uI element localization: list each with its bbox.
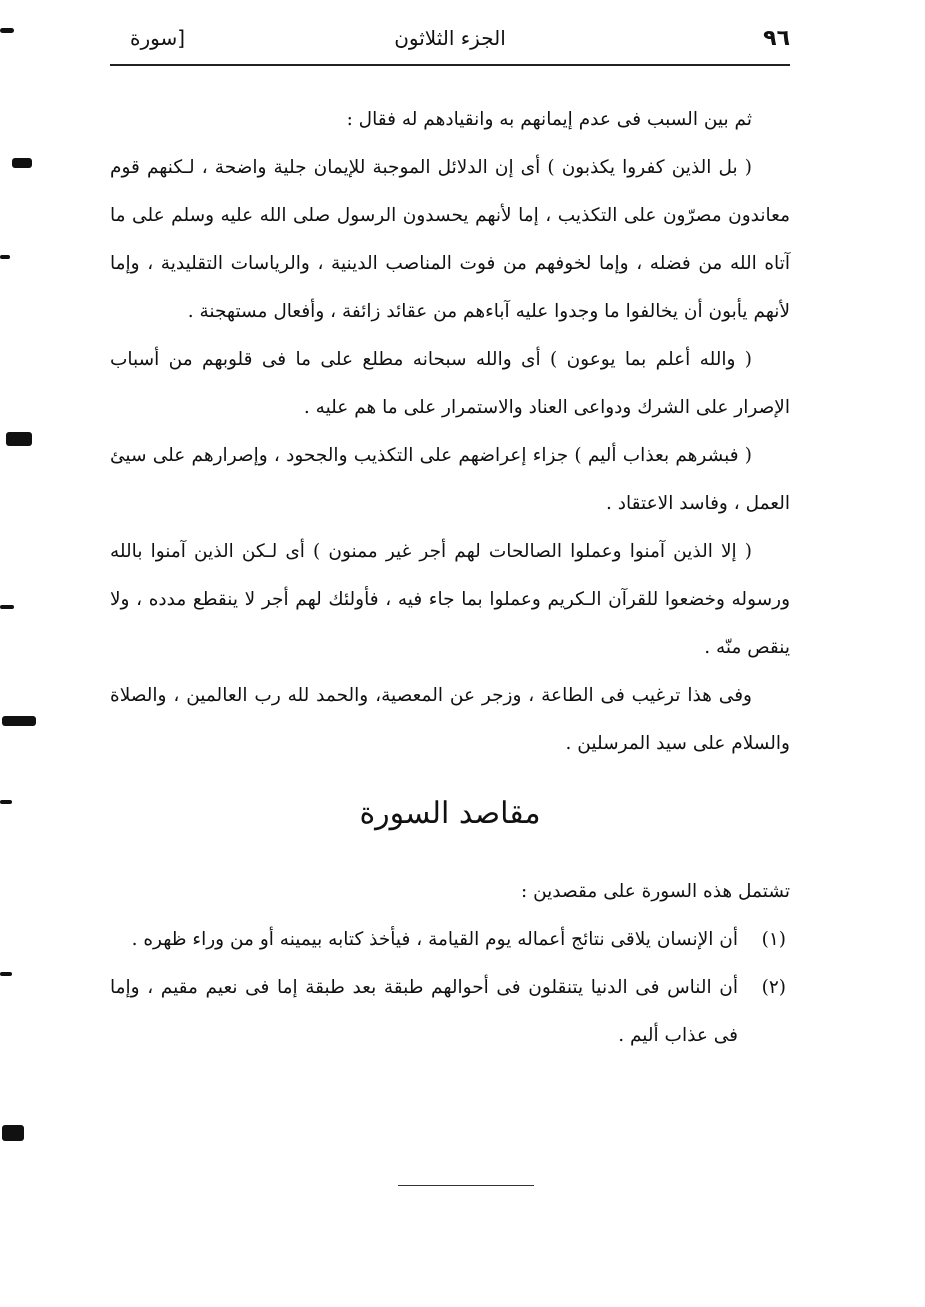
scan-mark: [0, 28, 14, 33]
scan-mark: [6, 432, 32, 446]
paragraph-3: ( والله أعلم بما يوعون ) أى والله سبحانه مطلع على ما فى قلوبهم من أسباب الإصرار على الشرك ودواعى العناد والاستمرار على ما هم عليه .: [110, 349, 790, 418]
paragraph-6: وفى هذا ترغيب فى الطاعة ، وزجر عن المعصية، والحمد لله رب العالمين ، والصلاة والسلام على سيد المرسلين .: [110, 685, 790, 754]
paragraph-2: ( بل الذين كفروا يكذبون ) أى إن الدلائل الموجبة للإيمان جلية واضحة ، لـكنهم قوم معاندون مصرّون على التكذيب ، إما لأنهم يحسدون الرسول صلى الله عليه وسلم على ما آتاه الله من فضله ، وإما لخوفهم من فوت المناصب الدينية ، والرياسات التقليدية ، وإما لأنهم يأبون أن يخالفوا ما وجدوا عليه آباءهم من عقائد زائفة ، وأفعال مستهجنة .: [110, 157, 790, 322]
paragraph-4: ( فبشرهم بعذاب أليم ) جزاء إعراضهم على التكذيب والجحود ، وإصرارهم على سيئ العمل ، وفاسد الاعتقاد .: [110, 445, 790, 514]
list-item-text: أن الإنسان يلاقى نتائج أعماله يوم القيامة ، فيأخذ كتابه بيمينه أو من وراء ظهره .: [131, 929, 738, 950]
page-body: [110, 96, 790, 1060]
list-item-number: (١): [761, 929, 786, 950]
page-header: [110, 22, 790, 58]
scan-mark: [12, 158, 32, 168]
header-divider: [110, 64, 790, 66]
paragraph-1: ثم بين السبب فى عدم إيمانهم به وانقيادهم له فقال :: [346, 109, 752, 130]
scan-mark: [2, 1125, 24, 1141]
page-number: ٩٦: [763, 26, 790, 51]
surah-label: [سورة: [130, 26, 186, 50]
list-item-text: أن الناس فى الدنيا يتنقلون فى أحوالهم طبقة بعد طبقة إما فى نعيم مقيم ، وإما فى عذاب أليم .: [110, 977, 738, 1046]
paragraph-5: ( إلا الذين آمنوا وعملوا الصالحات لهم أجر غير ممنون ) أى لـكن الذين آمنوا بالله ورسوله وخضعوا للقرآن الـكريم وعملوا بما جاء فيه ، فأولئك لهم أجر لا ينقطع مدده ، ولا ينقص منّه .: [110, 541, 790, 658]
scan-mark: [0, 972, 12, 976]
section-heading: مقاصد السورة: [359, 796, 541, 831]
list-item: [110, 964, 790, 1060]
scan-mark: [2, 716, 36, 726]
scan-mark: [0, 800, 12, 804]
scan-mark: [0, 255, 10, 259]
list-item-number: (٢): [761, 977, 786, 998]
list-item: [110, 916, 790, 964]
scan-mark: [0, 605, 14, 609]
section-intro: تشتمل هذه السورة على مقصدين :: [520, 881, 790, 902]
running-title: الجزء الثلاثون: [394, 26, 506, 50]
footer-divider: [398, 1185, 534, 1186]
